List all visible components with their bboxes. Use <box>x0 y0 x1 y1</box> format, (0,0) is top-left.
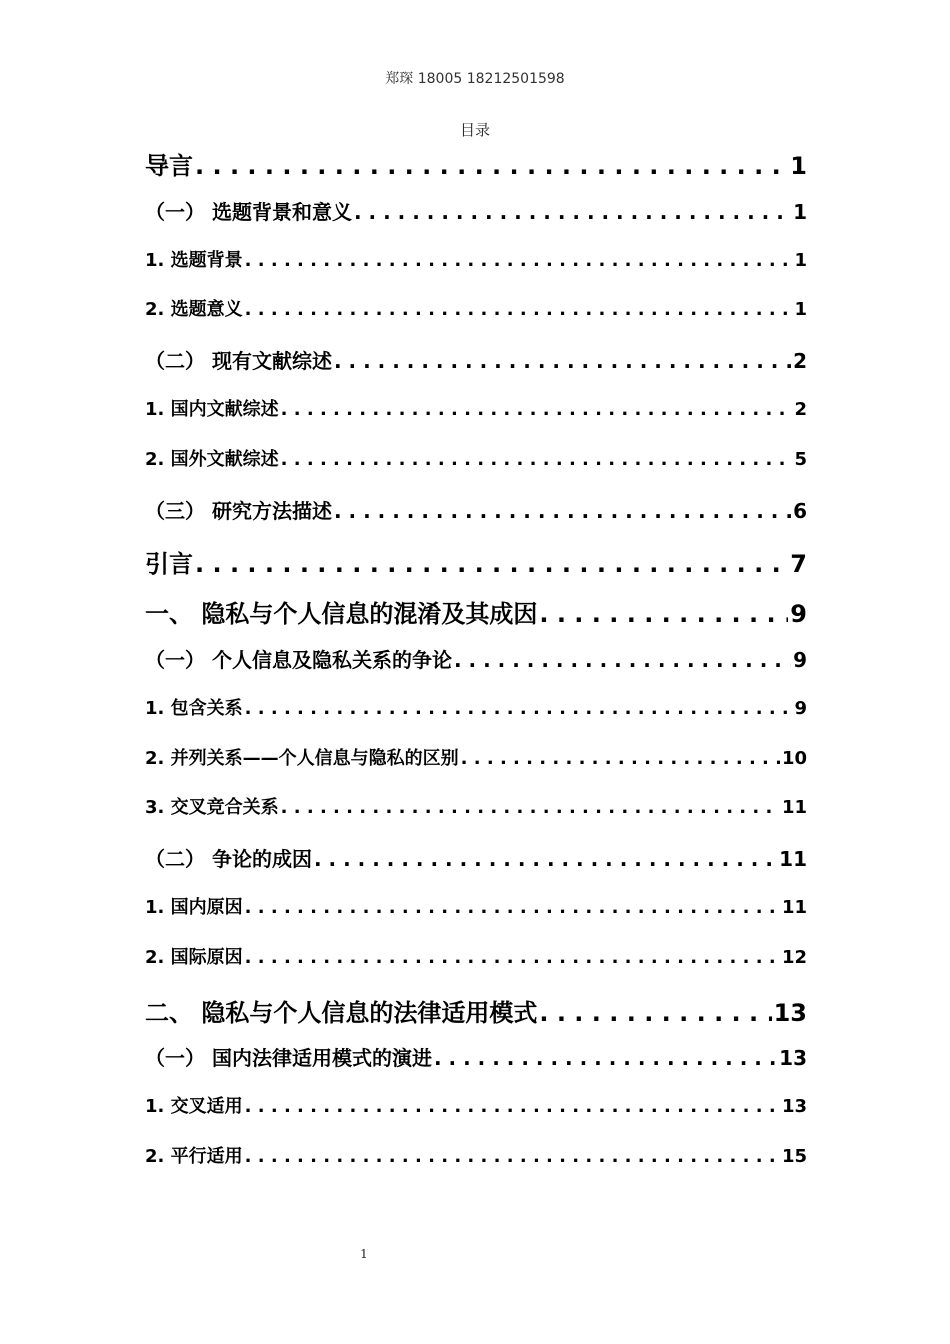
toc-entry[interactable] <box>145 395 807 445</box>
toc-entry-page: 2 <box>794 398 807 420</box>
toc-entry-page: 1 <box>790 152 807 180</box>
toc-entry-label: 导言 <box>145 152 193 180</box>
toc-entry-label: （二） 现有文献综述 <box>145 349 332 374</box>
toc-entry-label: 2. 平行适用 <box>145 1145 243 1167</box>
toc-entry-page: 1 <box>794 249 807 271</box>
toc-leader-dots <box>195 550 788 578</box>
toc-leader-dots <box>354 200 791 224</box>
toc-entry[interactable] <box>145 893 807 943</box>
toc-entry-label: 2. 并列关系——个人信息与隐私的区别 <box>145 747 459 769</box>
toc-entry-page: 9 <box>794 697 807 719</box>
toc-leader-dots <box>314 847 777 871</box>
toc-entry-label: （一） 个人信息及隐私关系的争论 <box>145 647 452 672</box>
toc-entry-page: 1 <box>793 199 807 224</box>
toc-entry-label: 2. 选题意义 <box>145 299 243 321</box>
toc-entry-page: 10 <box>781 747 807 769</box>
toc-entry[interactable] <box>145 993 807 1043</box>
toc-entry-label: （三） 研究方法描述 <box>145 498 332 523</box>
toc-leader-dots <box>539 999 771 1027</box>
toc-leader-dots <box>334 349 791 373</box>
toc-leader-dots <box>334 499 791 523</box>
toc-leader-dots <box>245 1096 780 1117</box>
toc-entry-label: （二） 争论的成因 <box>145 847 312 872</box>
toc-entry[interactable] <box>145 146 807 196</box>
toc-entry[interactable] <box>145 295 807 345</box>
toc-leader-dots <box>245 250 793 271</box>
toc-leader-dots <box>195 152 788 180</box>
toc-entry[interactable] <box>145 445 807 495</box>
toc-entry-label: 1. 选题背景 <box>145 249 243 271</box>
toc-entry-page: 11 <box>781 797 807 819</box>
toc-entry[interactable] <box>145 246 807 296</box>
toc-entry[interactable] <box>145 1142 807 1192</box>
toc-entry-label: 1. 国内原因 <box>145 896 243 918</box>
toc-leader-dots <box>245 1146 780 1167</box>
toc-entry-page: 15 <box>781 1145 807 1167</box>
toc-entry[interactable] <box>145 594 807 644</box>
toc-entry[interactable] <box>145 843 807 893</box>
toc-entry[interactable] <box>145 793 807 843</box>
toc-entry-label: 1. 国内文献综述 <box>145 398 279 420</box>
toc-entry-page: 7 <box>790 550 807 579</box>
toc-leader-dots <box>454 648 791 672</box>
toc-entry[interactable] <box>145 196 807 246</box>
toc-entry[interactable] <box>145 544 807 594</box>
toc-entry-label: （一） 选题背景和意义 <box>145 199 352 224</box>
toc-entry-page: 11 <box>779 847 807 872</box>
toc-entry[interactable] <box>145 644 807 694</box>
toc-entry[interactable] <box>145 943 807 993</box>
toc-entry[interactable] <box>145 1092 807 1142</box>
toc-leader-dots <box>245 698 793 719</box>
toc-entry-page: 9 <box>793 647 807 672</box>
page-number: 1 <box>360 1247 368 1261</box>
toc-leader-dots <box>281 797 780 818</box>
toc-entry-label: 二、 隐私与个人信息的法律适用模式 <box>145 998 538 1027</box>
toc-entry-label: 3. 交叉竞合关系 <box>145 797 279 819</box>
toc-entry-label: 2. 国外文献综述 <box>145 448 279 470</box>
page-header: 郑琛 18005 18212501598 <box>385 71 565 87</box>
toc-entry-page: 9 <box>790 600 807 629</box>
toc-leader-dots <box>281 449 793 470</box>
toc-entry-label: 一、 隐私与个人信息的混淆及其成因 <box>145 600 538 629</box>
toc-entry-page: 13 <box>773 998 807 1027</box>
toc-leader-dots <box>461 748 780 769</box>
table-of-contents <box>145 146 807 1192</box>
toc-entry-page: 13 <box>779 1046 807 1071</box>
toc-leader-dots <box>245 897 780 918</box>
toc-leader-dots <box>539 600 788 628</box>
toc-entry[interactable] <box>145 345 807 395</box>
toc-leader-dots <box>245 299 793 320</box>
toc-entry[interactable] <box>145 1042 807 1092</box>
toc-title: 目录 <box>459 121 490 139</box>
toc-leader-dots <box>245 947 780 968</box>
toc-entry-page: 6 <box>793 498 807 523</box>
toc-leader-dots <box>434 1046 777 1070</box>
toc-entry-page: 12 <box>781 946 807 968</box>
toc-entry[interactable] <box>145 694 807 744</box>
toc-entry-label: 1. 包含关系 <box>145 697 243 719</box>
toc-leader-dots <box>281 399 793 420</box>
toc-entry-page: 13 <box>781 1096 807 1118</box>
toc-entry-page: 1 <box>794 299 807 321</box>
toc-entry-label: （一） 国内法律适用模式的演进 <box>145 1046 432 1071</box>
toc-entry-label: 引言 <box>145 550 193 579</box>
toc-entry-label: 2. 国际原因 <box>145 946 243 968</box>
toc-entry[interactable] <box>145 744 807 794</box>
toc-entry-page: 2 <box>793 349 807 374</box>
toc-entry[interactable] <box>145 495 807 545</box>
toc-entry-label: 1. 交叉适用 <box>145 1096 243 1118</box>
toc-entry-page: 5 <box>794 448 807 470</box>
toc-entry-page: 11 <box>781 896 807 918</box>
